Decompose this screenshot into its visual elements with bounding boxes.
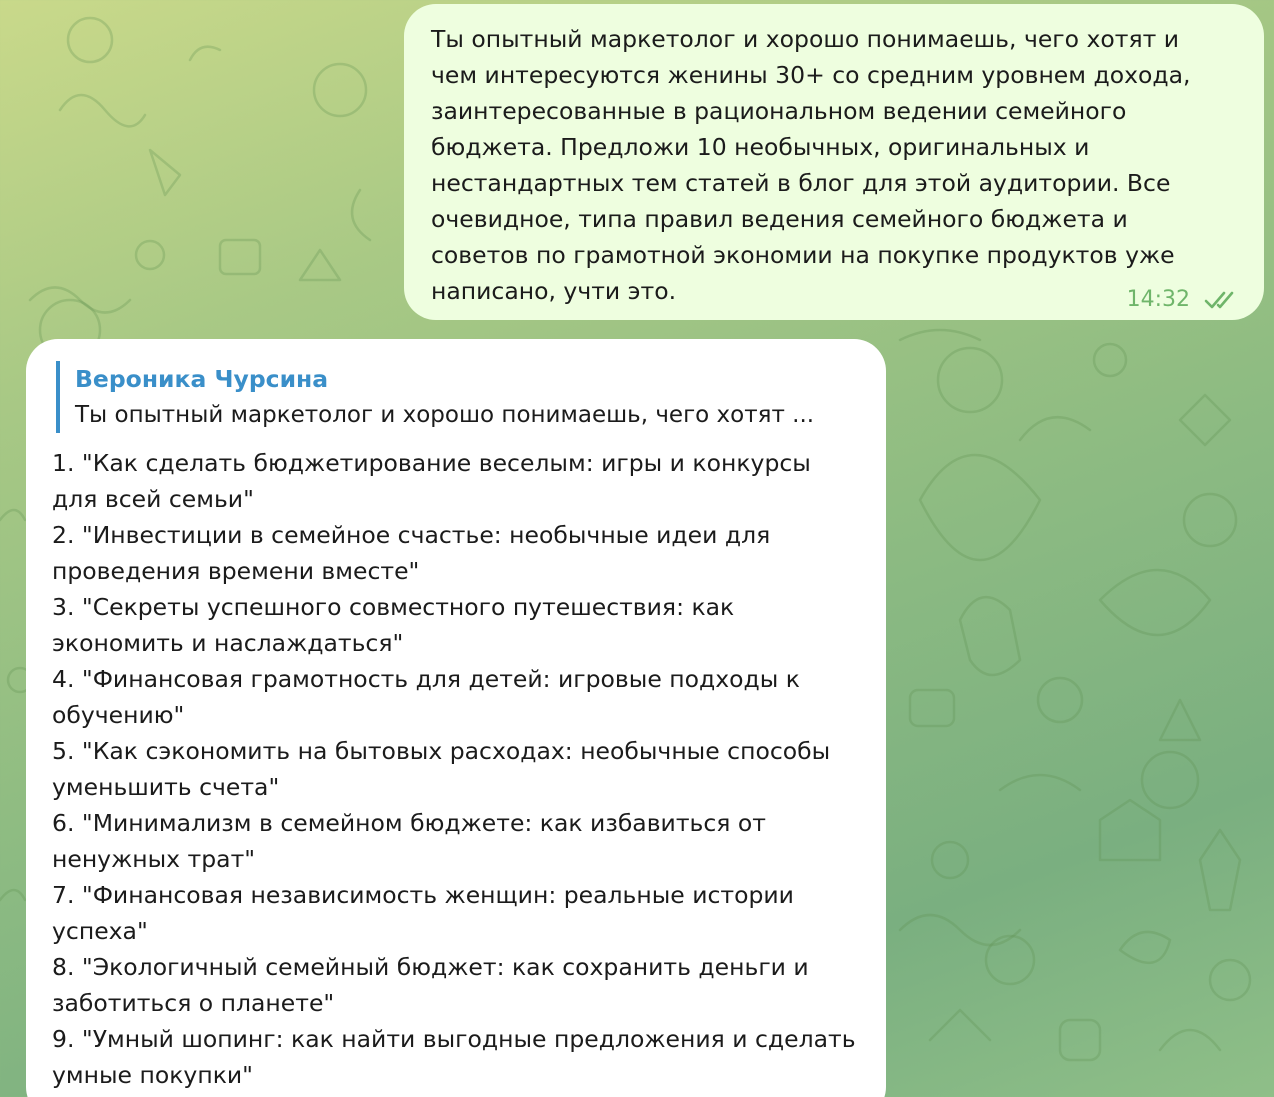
double-check-icon (1204, 290, 1240, 310)
incoming-message-bubble[interactable] (26, 339, 886, 1097)
message-time: 14:32 (1126, 287, 1190, 312)
list-item: 8. "Экологичный семейный бюджет: как сохранить деньги и заботиться о планете" (52, 953, 809, 1017)
list-item: 2. "Инвестиции в семейное счастье: необычные идеи для проведения времени вместе" (52, 521, 771, 585)
list-item: 6. "Минимализм в семейном бюджете: как избавиться от ненужных трат" (52, 809, 766, 873)
outgoing-message-bubble[interactable] (404, 4, 1264, 320)
list-item: 7. "Финансовая независимость женщин: реальные истории успеха" (52, 881, 794, 945)
reply-quote[interactable] (56, 361, 866, 433)
list-item: 1. "Как сделать бюджетирование веселым: игры и конкурсы для всей семьи" (52, 449, 811, 513)
outgoing-message-text: Ты опытный маркетолог и хорошо понимаешь, чего хотят и чем интересуются женины 30+ со средним уровнем дохода, заинтересованные в рациональном ведении семейного бюджета. Предложи 10 необычных, оригинальных и нестандартных тем статей в блог для этой аудитории. Все очевидное, типа правил ведения семейного бюджета и советов по грамотной экономии на покупке продуктов уже написано, учти это. (431, 25, 1191, 305)
list-item: 3. "Секреты успешного совместного путешествия: как экономить и наслаждаться" (52, 593, 735, 657)
list-item: 5. "Как сэкономить на бытовых расходах: необычные способы уменьшить счета" (52, 737, 831, 801)
reply-author: Вероника Чурсина (75, 365, 329, 393)
list-item: 9. "Умный шопинг: как найти выгодные предложения и сделать умные покупки" (52, 1025, 856, 1089)
topic-list (52, 445, 866, 1093)
message-meta (1127, 287, 1240, 312)
list-item: 4. "Финансовая грамотность для детей: игровые подходы к обучению" (52, 665, 800, 729)
reply-text: Ты опытный маркетолог и хорошо понимаешь, чего хотят ... (75, 402, 815, 428)
